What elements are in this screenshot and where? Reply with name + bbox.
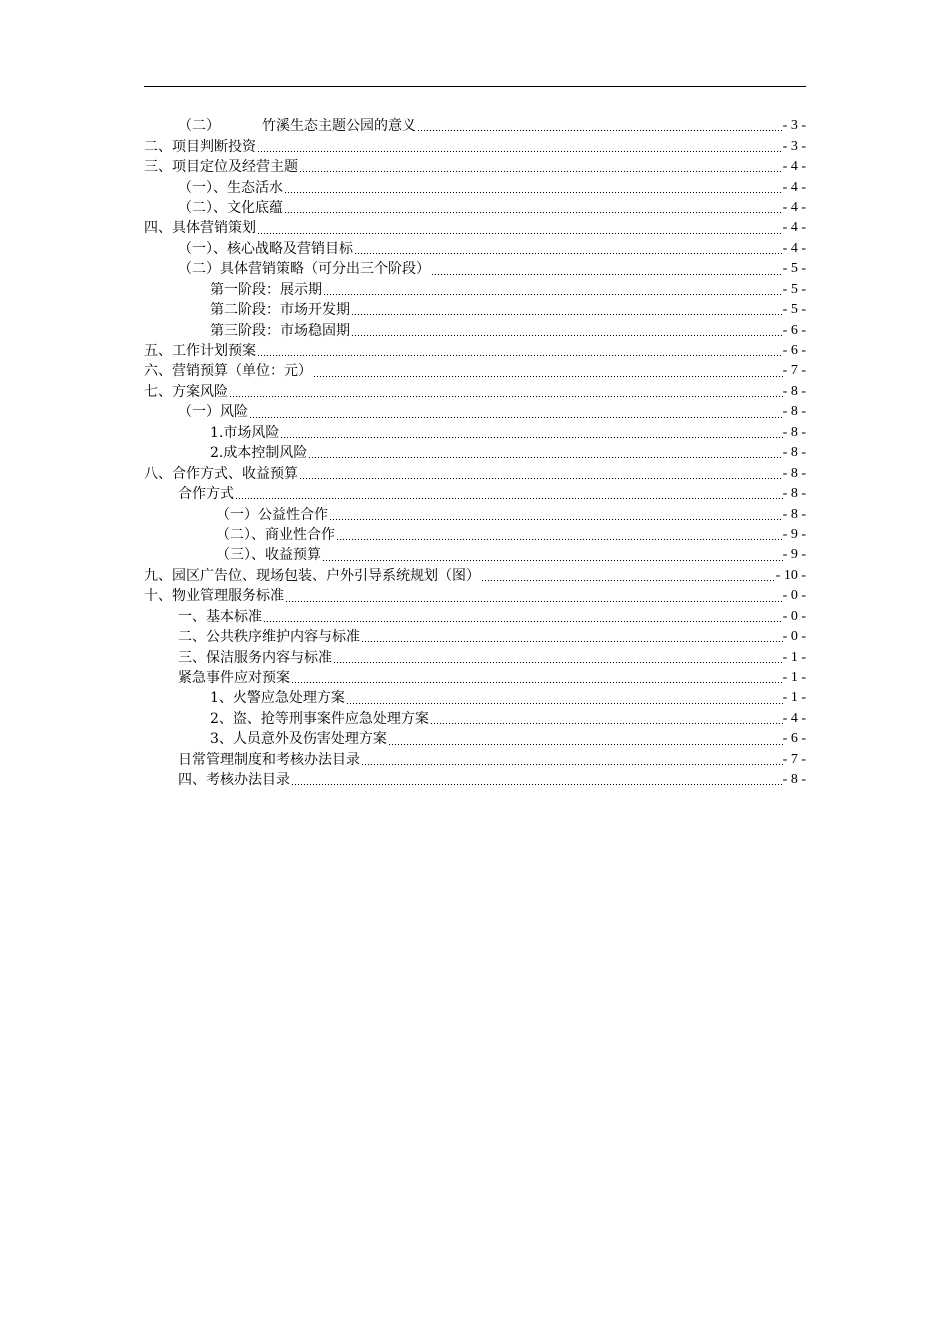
toc-page-number: - 3 - [782, 118, 806, 134]
toc-page-number: - 6 - [782, 343, 806, 359]
dot-leader [361, 764, 783, 765]
toc-page-number: - 9 - [782, 547, 806, 563]
toc-page-number: - 8 - [782, 404, 806, 420]
toc-entry[interactable] [144, 525, 806, 545]
toc-page-number: - 4 - [782, 159, 806, 175]
toc-page-number: - 8 - [782, 506, 806, 522]
dot-leader [431, 274, 783, 275]
toc-entry-title: 三、保洁服务内容与标准 [178, 649, 332, 666]
toc-page-number: - 5 - [782, 302, 806, 318]
toc-entry[interactable] [144, 627, 806, 647]
header-rule [144, 86, 806, 87]
toc-entry-title: （一）风险 [178, 404, 248, 421]
toc-entry-title: （一）公益性合作 [216, 506, 328, 523]
dot-leader [299, 171, 783, 172]
toc-entry-title: 四、具体营销策划 [144, 220, 256, 237]
toc-entry[interactable] [144, 320, 806, 340]
toc-entry-title: 二、公共秩序维护内容与标准 [178, 629, 360, 646]
dot-leader [235, 498, 783, 499]
toc-entry[interactable] [144, 382, 806, 402]
toc-page-number: - 10 - [775, 567, 806, 583]
toc-entry[interactable] [144, 402, 806, 422]
toc-page-number: - 4 - [782, 240, 806, 256]
toc-entry[interactable] [144, 361, 806, 381]
toc-page-number: - 8 - [782, 465, 806, 481]
dot-leader [329, 519, 783, 520]
toc-entry[interactable] [144, 647, 806, 667]
toc-page-number: - 8 - [782, 383, 806, 399]
toc-page-number: - 6 - [782, 731, 806, 747]
dot-leader [322, 560, 783, 561]
dot-leader [257, 355, 783, 356]
toc-entry-title: 第三阶段：市场稳固期 [210, 322, 350, 339]
dot-leader [333, 662, 783, 663]
toc-entry-title: 3、人员意外及伤害处理方案 [210, 731, 387, 748]
toc-entry[interactable] [144, 443, 806, 463]
toc-entry-title: （二）、商业性合作 [216, 526, 335, 543]
toc-page-number: - 8 - [782, 772, 806, 788]
dot-leader [417, 130, 783, 131]
toc-page-number: - 3 - [782, 138, 806, 154]
toc-entry[interactable] [144, 423, 806, 443]
toc-entry-title: 紧急事件应对预案 [178, 670, 290, 687]
toc-entry-title: 1、火警应急处理方案 [210, 690, 345, 707]
toc-page-number: - 0 - [782, 629, 806, 645]
dot-leader [291, 682, 783, 683]
dot-leader [263, 621, 783, 622]
toc-page-number: - 1 - [782, 649, 806, 665]
toc-page-number: - 8 - [782, 486, 806, 502]
dot-leader [257, 151, 783, 152]
dot-leader [430, 723, 783, 724]
toc-entry-title: 八、合作方式、收益预算 [144, 465, 298, 482]
toc-page-number: - 7 - [782, 751, 806, 767]
toc-entry-title: 四、考核办法目录 [178, 772, 290, 789]
dot-leader [388, 744, 783, 745]
dot-leader [229, 396, 783, 397]
toc-page-number: - 6 - [782, 322, 806, 338]
toc-entry-title: 第二阶段：市场开发期 [210, 302, 350, 319]
toc-entry-title: （一）、生态活水 [178, 179, 283, 196]
dot-leader [336, 539, 783, 540]
toc-page-number: - 4 - [782, 710, 806, 726]
toc-entry[interactable] [144, 545, 806, 565]
dot-leader [249, 417, 783, 418]
dot-leader [323, 294, 783, 295]
toc-page-number: - 5 - [782, 281, 806, 297]
toc-entry-title: 三、项目定位及经营主题 [144, 159, 298, 176]
toc-entry-title: 五、工作计划预案 [144, 343, 256, 360]
toc-entry[interactable] [144, 341, 806, 361]
dot-leader [284, 192, 783, 193]
dot-leader [257, 233, 783, 234]
toc-page-number: - 4 - [782, 179, 806, 195]
toc-entry[interactable] [144, 688, 806, 708]
toc-entry-title: （一）、核心战略及营销目标 [178, 240, 353, 257]
toc-entry-title: 七、方案风险 [144, 383, 228, 400]
toc-page-number: - 4 - [782, 220, 806, 236]
dot-leader [280, 437, 782, 438]
dot-leader [313, 376, 783, 377]
toc-page-number: - 0 - [782, 608, 806, 624]
toc-page-number: - 5 - [782, 261, 806, 277]
toc-page-number: - 1 - [782, 690, 806, 706]
toc-entry[interactable] [144, 586, 806, 606]
toc-page-number: - 7 - [782, 363, 806, 379]
toc-entry-title: 二、项目判断投资 [144, 138, 256, 155]
toc-entry[interactable] [144, 218, 806, 238]
toc-entry[interactable] [144, 729, 806, 749]
toc-entry-title: 合作方式 [178, 486, 234, 503]
toc-page-number: - 8 - [782, 424, 806, 440]
toc-entry-title: 十、物业管理服务标准 [144, 588, 284, 605]
toc-page-number: - 9 - [782, 526, 806, 542]
toc-entry[interactable] [144, 239, 806, 259]
toc-entry[interactable] [144, 770, 806, 790]
toc-entry[interactable] [144, 504, 806, 524]
toc-entry-title: （二）、文化底蕴 [178, 199, 283, 216]
toc-entry-title: （三）、收益预算 [216, 547, 321, 564]
dot-leader [285, 601, 783, 602]
dot-leader [284, 212, 783, 213]
dot-leader [354, 253, 783, 254]
toc-entry-title: 2、盗、抢等刑事案件应急处理方案 [210, 710, 429, 727]
toc-entry[interactable] [144, 280, 806, 300]
toc-entry-title: 一、基本标准 [178, 608, 262, 625]
toc-entry[interactable] [144, 463, 806, 483]
table-of-contents [144, 116, 806, 790]
toc-entry[interactable] [144, 566, 806, 586]
toc-entry-title: 第一阶段：展示期 [210, 281, 322, 298]
dot-leader [351, 335, 783, 336]
toc-entry[interactable] [144, 750, 806, 770]
toc-entry-title: 日常管理制度和考核办法目录 [178, 751, 360, 768]
toc-entry-title: 1.市场风险 [210, 424, 280, 441]
toc-page-number: - 4 - [782, 199, 806, 215]
toc-entry-number: （二） [178, 118, 220, 135]
toc-entry[interactable] [144, 668, 806, 688]
toc-entry[interactable] [144, 300, 806, 320]
toc-entry[interactable] [144, 198, 806, 218]
toc-entry[interactable] [144, 116, 806, 136]
toc-page-number: - 8 - [782, 445, 806, 461]
toc-entry-title: （二）具体营销策略（可分出三个阶段） [178, 261, 430, 278]
toc-entry[interactable] [144, 177, 806, 197]
dot-leader [361, 641, 783, 642]
toc-page-number: - 1 - [782, 670, 806, 686]
toc-entry-title [178, 116, 416, 136]
dot-leader [299, 478, 783, 479]
toc-page-number: - 0 - [782, 588, 806, 604]
toc-entry[interactable] [144, 709, 806, 729]
dot-leader [481, 580, 776, 581]
dot-leader [291, 784, 783, 785]
dot-leader [308, 457, 782, 458]
toc-entry-text: 竹溪生态主题公园的意义 [262, 118, 416, 135]
dot-leader [351, 314, 783, 315]
toc-entry[interactable] [144, 259, 806, 279]
toc-entry[interactable] [144, 607, 806, 627]
toc-entry[interactable] [144, 484, 806, 504]
dot-leader [346, 703, 783, 704]
toc-entry-title: 2.成本控制风险 [210, 445, 308, 462]
toc-entry[interactable] [144, 157, 806, 177]
toc-entry-title: 九、园区广告位、现场包装、户外引导系统规划（图） [144, 567, 480, 584]
toc-entry[interactable] [144, 136, 806, 156]
toc-entry-title: 六、营销预算（单位：元） [144, 363, 312, 380]
